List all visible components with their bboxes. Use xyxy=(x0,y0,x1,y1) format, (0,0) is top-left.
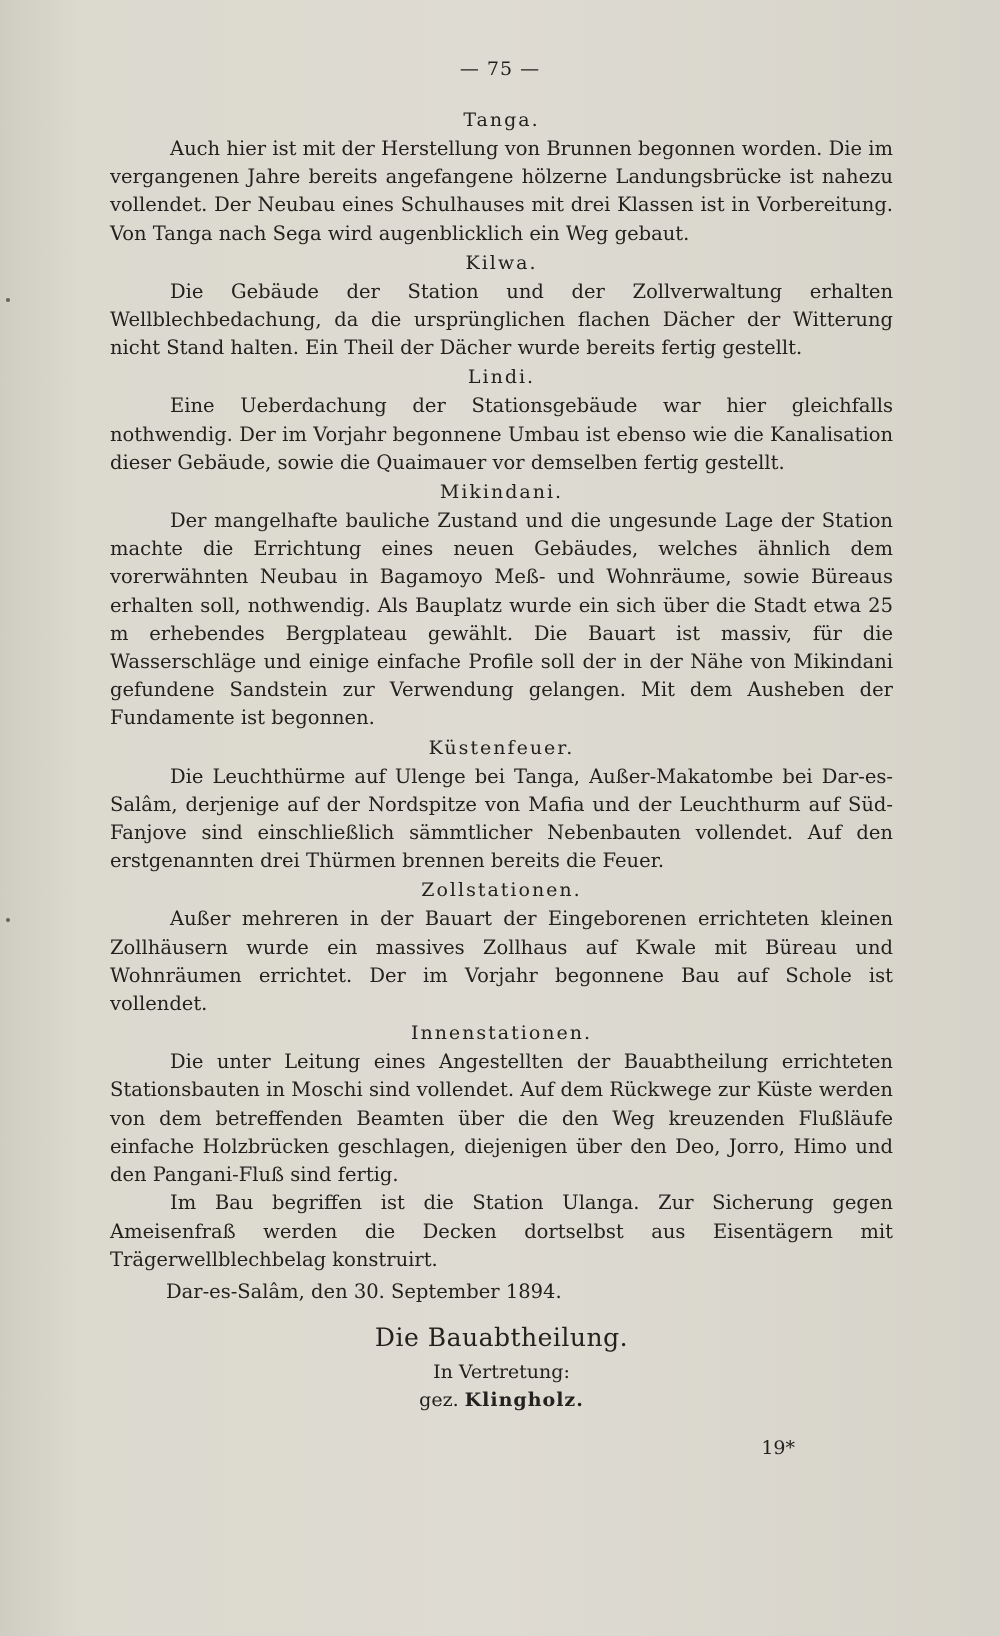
signature-line xyxy=(110,1386,893,1414)
signature-mark: 19* xyxy=(761,1437,795,1459)
section-heading: Lindi. xyxy=(467,366,536,389)
signed-prefix: gez. xyxy=(419,1389,459,1412)
representation-line: In Vertretung: xyxy=(433,1361,570,1384)
section-zollstationen xyxy=(110,875,893,1018)
paragraph: Die Gebäude der Station und der Zollverwaltung erhalten Wellblechbedachung, da die ursprünglichen flachen Dächer der Witterung nicht Stand halten. Ein Theil der Dächer wurde bereits fertig gestellt. xyxy=(110,279,893,360)
section-heading: Zollstationen. xyxy=(421,879,582,902)
paragraph: Außer mehreren in der Bauart der Eingeborenen errichteten kleinen Zollhäusern wurde ein massives Zollhaus auf Kwale mit Büreau und Wohnräumen errichtet. Der im Vorjahr begonnene Bau auf Schole ist vollendet. xyxy=(110,907,893,1016)
paragraph: Im Bau begriffen ist die Station Ulanga. Zur Sicherung gegen Ameisenfraß werden die Decken dortselbst aus Eisentägern mit Trägerwellblechbelag konstruirt. xyxy=(110,1191,893,1271)
paragraph: Die Leuchthürme auf Ulenge bei Tanga, Außer-Makatombe bei Dar-es-Salâm, derjenige auf der Nordspitze von Mafia und der Leuchthurm auf Süd-Fanjove sind einschließlich sämmtlicher Nebenbauten vollendet. Auf den erstgenannten drei Thürmen brennen bereits die Feuer. xyxy=(110,764,893,873)
margin-speck xyxy=(6,918,10,922)
paragraph: Auch hier ist mit der Herstellung von Brunnen begonnen worden. Die im vergangenen Jahre bereits angefangene hölzerne Landungsbrücke ist nahezu vollendet. Der Neubau eines Schulhauses mit drei Klassen ist in Vorbereitung. Von Tanga nach Sega wird augenblicklich ein Weg gebaut. xyxy=(110,137,893,245)
page-number: — 75 — xyxy=(459,58,541,80)
section-lindi xyxy=(110,362,893,477)
section-innenstationen xyxy=(110,1018,893,1274)
section-kilwa xyxy=(110,248,893,363)
paragraph: Der mangelhafte bauliche Zustand und die ungesunde Lage der Station machte die Errichtung eines neuen Gebäudes, welches ähnlich dem vorerwähnten Neubau in Bagamoyo Meß- und Wohnräume, sowie Büreaus erhalten soll, nothwendig. Als Bauplatz wurde ein sich über die Stadt etwa 25 m erhebendes Bergplateau gewählt. Die Bauart ist massiv, für die Wasserschläge und einige einfache Profile soll der in der Nähe von Mikindani gefundene Sandstein zur Verwendung gelangen. Mit dem Ausheben der Fundamente ist begonnen. xyxy=(110,509,893,730)
section-heading: Küstenfeuer. xyxy=(428,736,575,759)
page-body xyxy=(110,105,893,1414)
section-heading: Kilwa. xyxy=(465,251,538,274)
signer-name: Klingholz. xyxy=(464,1389,584,1412)
margin-speck xyxy=(6,298,10,302)
paragraph: Die unter Leitung eines Angestellten der Bauabtheilung errichteten Stationsbauten in Moschi sind vollendet. Auf dem Rückwege zur Küste werden von dem betreffenden Beamten über die den Weg kreuzenden Flußläufe einfache Holzbrücken geschlagen, diejenigen über den Deo, Jorro, Himo und den Pangani-Fluß sind fertig. xyxy=(110,1050,893,1187)
section-heading: Mikindani. xyxy=(439,481,564,504)
section-mikindani xyxy=(110,477,893,733)
section-heading: Innenstationen. xyxy=(410,1022,593,1045)
date-line: Dar-es-Salâm, den 30. September 1894. xyxy=(166,1279,562,1303)
section-tanga xyxy=(110,105,893,248)
paragraph: Eine Ueberdachung der Stationsgebäude war hier gleichfalls nothwendig. Der im Vorjahr begonnene Umbau ist ebenso wie die Kanalisation dieser Gebäude, sowie die Quaimauer vor demselben fertig gestellt. xyxy=(110,394,893,474)
section-kuestenfeuer xyxy=(110,733,893,876)
signature-title: Die Bauabtheilung. xyxy=(374,1323,629,1353)
section-heading: Tanga. xyxy=(463,109,540,131)
